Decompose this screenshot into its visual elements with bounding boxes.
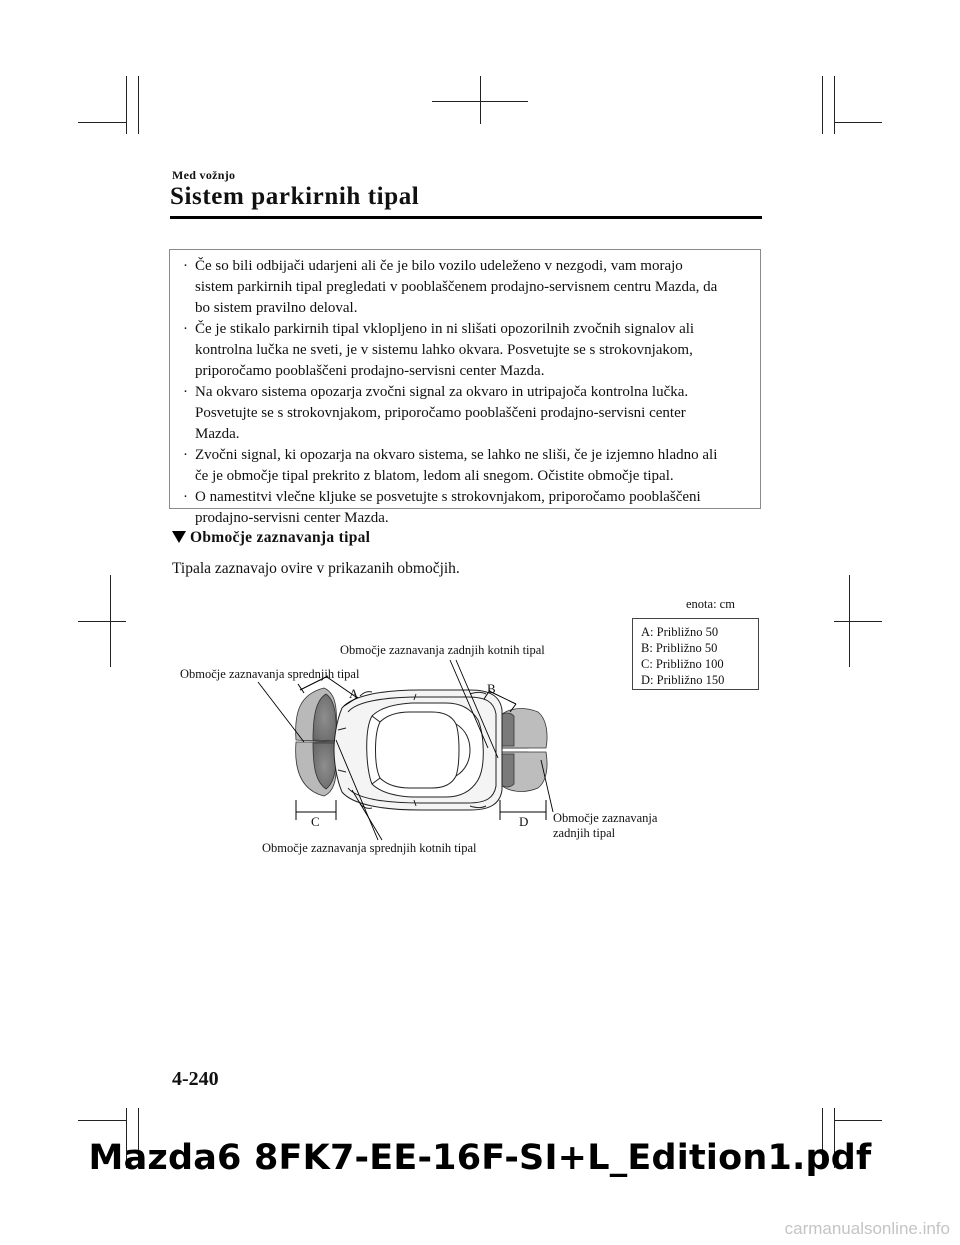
note-line: Zvočni signal, ki opozarja na okvaro sistema, se lahko ne sliši, če je izjemno hladno ali <box>195 447 718 463</box>
legend-item: D: Približno 150 <box>641 673 725 687</box>
dimension-d-label: D <box>519 814 529 829</box>
note-line: Če so bili odbijači udarjeni ali če je bilo vozilo udeleženo v nezgodi, vam morajo <box>195 258 683 274</box>
dimension-c-label: C <box>311 814 320 829</box>
unit-label: enota: cm <box>686 597 735 611</box>
note-line: prodajno-servisni center Mazda. <box>195 510 389 526</box>
legend-item: C: Približno 100 <box>641 657 724 671</box>
front-corner-sensor-label: Območje zaznavanja sprednjih kotnih tipal <box>262 841 477 855</box>
bullet-icon: · <box>183 321 188 337</box>
note-line: Posvetujte se s strokovnjakom, priporočamo pooblaščeni prodajno-servisni center <box>195 405 686 421</box>
rear-sensor-zones <box>499 709 547 792</box>
note-line: O namestitvi vlečne kljuke se posvetujte s strokovnjakom, priporočamo pooblaščeni <box>195 489 701 505</box>
note-line: kontrolna lučka ne sveti, je v sistemu lahko okvara. Posvetujte se s strokovnjakom, <box>195 342 693 358</box>
note-line: priporočamo pooblaščeni prodajno-servisni center Mazda. <box>195 363 545 379</box>
note-line: Na okvaro sistema opozarja zvočni signal za okvaro in utripajoča kontrolna lučka. <box>195 384 689 400</box>
note-line: bo sistem pravilno deloval. <box>195 300 358 316</box>
document-filename: Mazda6 8FK7-EE-16F-SI+L_Edition1.pdf <box>88 1138 872 1178</box>
legend-item: B: Približno 50 <box>641 641 718 655</box>
note-line: Mazda. <box>195 426 240 442</box>
bullet-icon: · <box>183 447 188 463</box>
bullet-icon: · <box>183 384 188 400</box>
section-heading-text: Območje zaznavanja tipal <box>190 529 371 546</box>
front-sensor-zones <box>296 688 337 796</box>
page-number: 4-240 <box>172 1068 219 1090</box>
section-label: Med vožnjo <box>172 168 236 182</box>
note-line: Če je stikalo parkirnih tipal vklopljeno in ni slišati opozorilnih zvočnih signalov ali <box>195 321 695 337</box>
watermark: carmanualsonline.info <box>784 1219 950 1238</box>
rear-sensor-label <box>553 811 657 841</box>
page-title: Sistem parkirnih tipal <box>170 183 420 210</box>
rear-corner-sensor-label: Območje zaznavanja zadnjih kotnih tipal <box>340 643 545 657</box>
dimension-b-label: B <box>487 681 496 696</box>
note-line: sistem parkirnih tipal pregledati v pooblaščenem prodajno-servisnem centru Mazda, da <box>195 279 718 295</box>
rear-sensor-label-line: zadnjih tipal <box>553 826 616 840</box>
section-intro: Tipala zaznavajo ovire v prikazanih območjih. <box>172 560 460 577</box>
dimension-a-label: A <box>349 686 359 701</box>
front-sensor-label: Območje zaznavanja sprednjih tipal <box>180 667 360 681</box>
bullet-icon: · <box>183 489 188 505</box>
legend-item: A: Približno 50 <box>641 625 719 639</box>
rear-sensor-label-line: Območje zaznavanja <box>553 811 658 825</box>
bullet-icon: · <box>183 258 188 274</box>
note-line: če je območje tipal prekrito z blatom, ledom ali snegom. Očistite območje tipal. <box>195 468 674 484</box>
